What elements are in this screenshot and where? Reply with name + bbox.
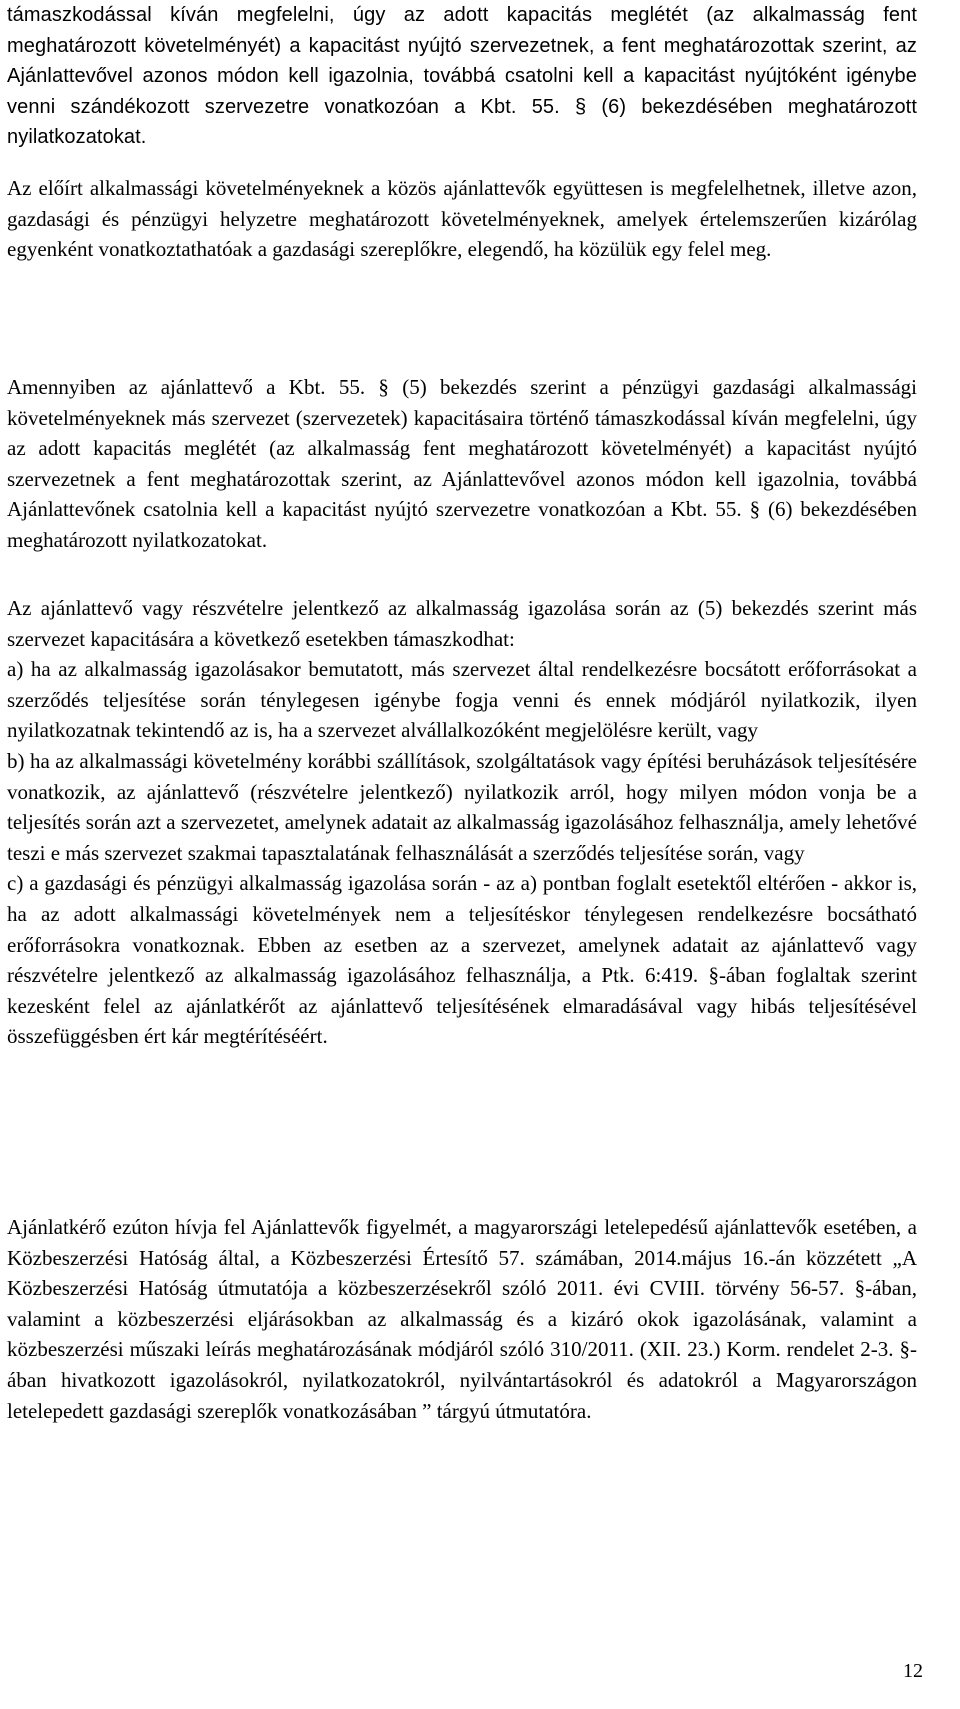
paragraph-authority-guidance: Ajánlatkérő ezúton hívja fel Ajánlattevők figyelmét, a magyarországi letelepedésű ajánlattevők esetében, a Közbeszerzési Hatóság által, a Közbeszerzési Értesítő 57. számában, 2014.május 16.-án közzétett „A Közbeszerzési Hatóság útmutatója a közbeszerzésekről szóló 2011. évi CVIII. törvény 56-57. §-ában, valamint a közbeszerzési eljárásokban az alkalmasság és a kizáró okok igazolásának, valamint a közbeszerzési műszaki leírás meghatározásának módjáról szóló 310/2011. (XII. 23.) Korm. rendelet 2-3. §-ában hivatkozott igazolásokról, nyilatkozatokról, nyilvántartásokról és adatokról a Magyarországon letelepedett gazdasági szereplők vonatkozásában ” tárgyú útmutatóra. bbox=[7, 1215, 917, 1423]
paragraph-capacity-continuation: támaszkodással kíván megfelelni, úgy az adott kapacitás meglétét (az alkalmasság fent meghatározott követelményét) a kapacitást nyújtó szervezetnek, a fent meghatározottak szerint, az Ajánlattevővel azonos módon kell igazolnia, továbbá csatolni kell a kapacitást nyújtóként igénybe venni szándékozott szervezetre vonatkozóan a Kbt. 55. § (6) bekezdésében meghatározott nyilatkozatokat. bbox=[7, 4, 917, 149]
paragraph-reliance-cases: Az ajánlattevő vagy részvételre jelentkező az alkalmasság igazolása során az (5) bekezdés szerint más szervezet kapacitására a következő esetekben támaszkodhat: a) ha az alkalmasság igazolásakor bemutatott, más szervezet által rendelkezésre bocsátott erőforrásokat a szerződés teljesítése során ténylegesen igénybe fogja venni és ennek módjáról nyilatkozik, ilyen nyilatkozatnak tekintendő az is, ha a szervezet alvállalkozóként megjelölésre került, vagy b) ha az alkalmassági követelmény korábbi szállítások, szolgáltatások vagy építési beruházások teljesítésére vonatkozik, az ajánlattevő (részvételre jelentkező) nyilatkozik arról, hogy milyen módon vonja be a teljesítés során azt a szervezetet, amelynek adatait az alkalmasság igazolásához felhasználja, amely lehetővé teszi e más szervezet szakmai tapasztalatának felhasználását a szerződés teljesítése során, vagy c) a gazdasági és pénzügyi alkalmasság igazolása során - az a) pontban foglalt esetektől eltérően - akkor is, ha az adott alkalmassági követelmények nem a teljesítéskor ténylegesen rendelkezésre bocsátható erőforrásokra vonatkoznak. Ebben az esetben az a szervezet, amelynek adatait az ajánlattevő vagy részvételre jelentkező az alkalmasság igazolásához felhasználja, a Ptk. 6:419. §-ában foglaltak szerint kezesként felel az ajánlatkérőt az ajánlattevő teljesítésének elmaradásával vagy hibás teljesítésével összefüggésben ért kár megtérítéséért. bbox=[7, 596, 917, 1049]
paragraph-financial-capacity: Amennyiben az ajánlattevő a Kbt. 55. § (5) bekezdés szerint a pénzügyi gazdasági alkalmassági követelményeknek más szervezet (szervezetek) kapacitásaira történő támaszkodással kíván megfelelni, úgy az adott kapacitás meglétét (az alkalmasság fent meghatározott követelményét) a kapacitást nyújtó szervezetnek a fent meghatározottak szerint, az Ajánlattevővel azonos módon kell igazolnia, továbbá Ajánlattevőnek csatolnia kell a kapacitást nyújtó szervezetre vonatkozóan a Kbt. 55. § (6) bekezdésében meghatározott nyilatkozatokat. bbox=[7, 375, 917, 552]
paragraph-joint-bidders: Az előírt alkalmassági követelményeknek a közös ajánlattevők együttesen is megfelelhetnek, illetve azon, gazdasági és pénzügyi helyzetre meghatározott követelményeknek, amelyek értelemszerűen kizárólag egyenként vonatkoztathatóak a gazdasági szereplőkre, elegendő, ha közülük egy felel meg. bbox=[7, 176, 917, 262]
page-number: 12 bbox=[903, 1660, 923, 1682]
